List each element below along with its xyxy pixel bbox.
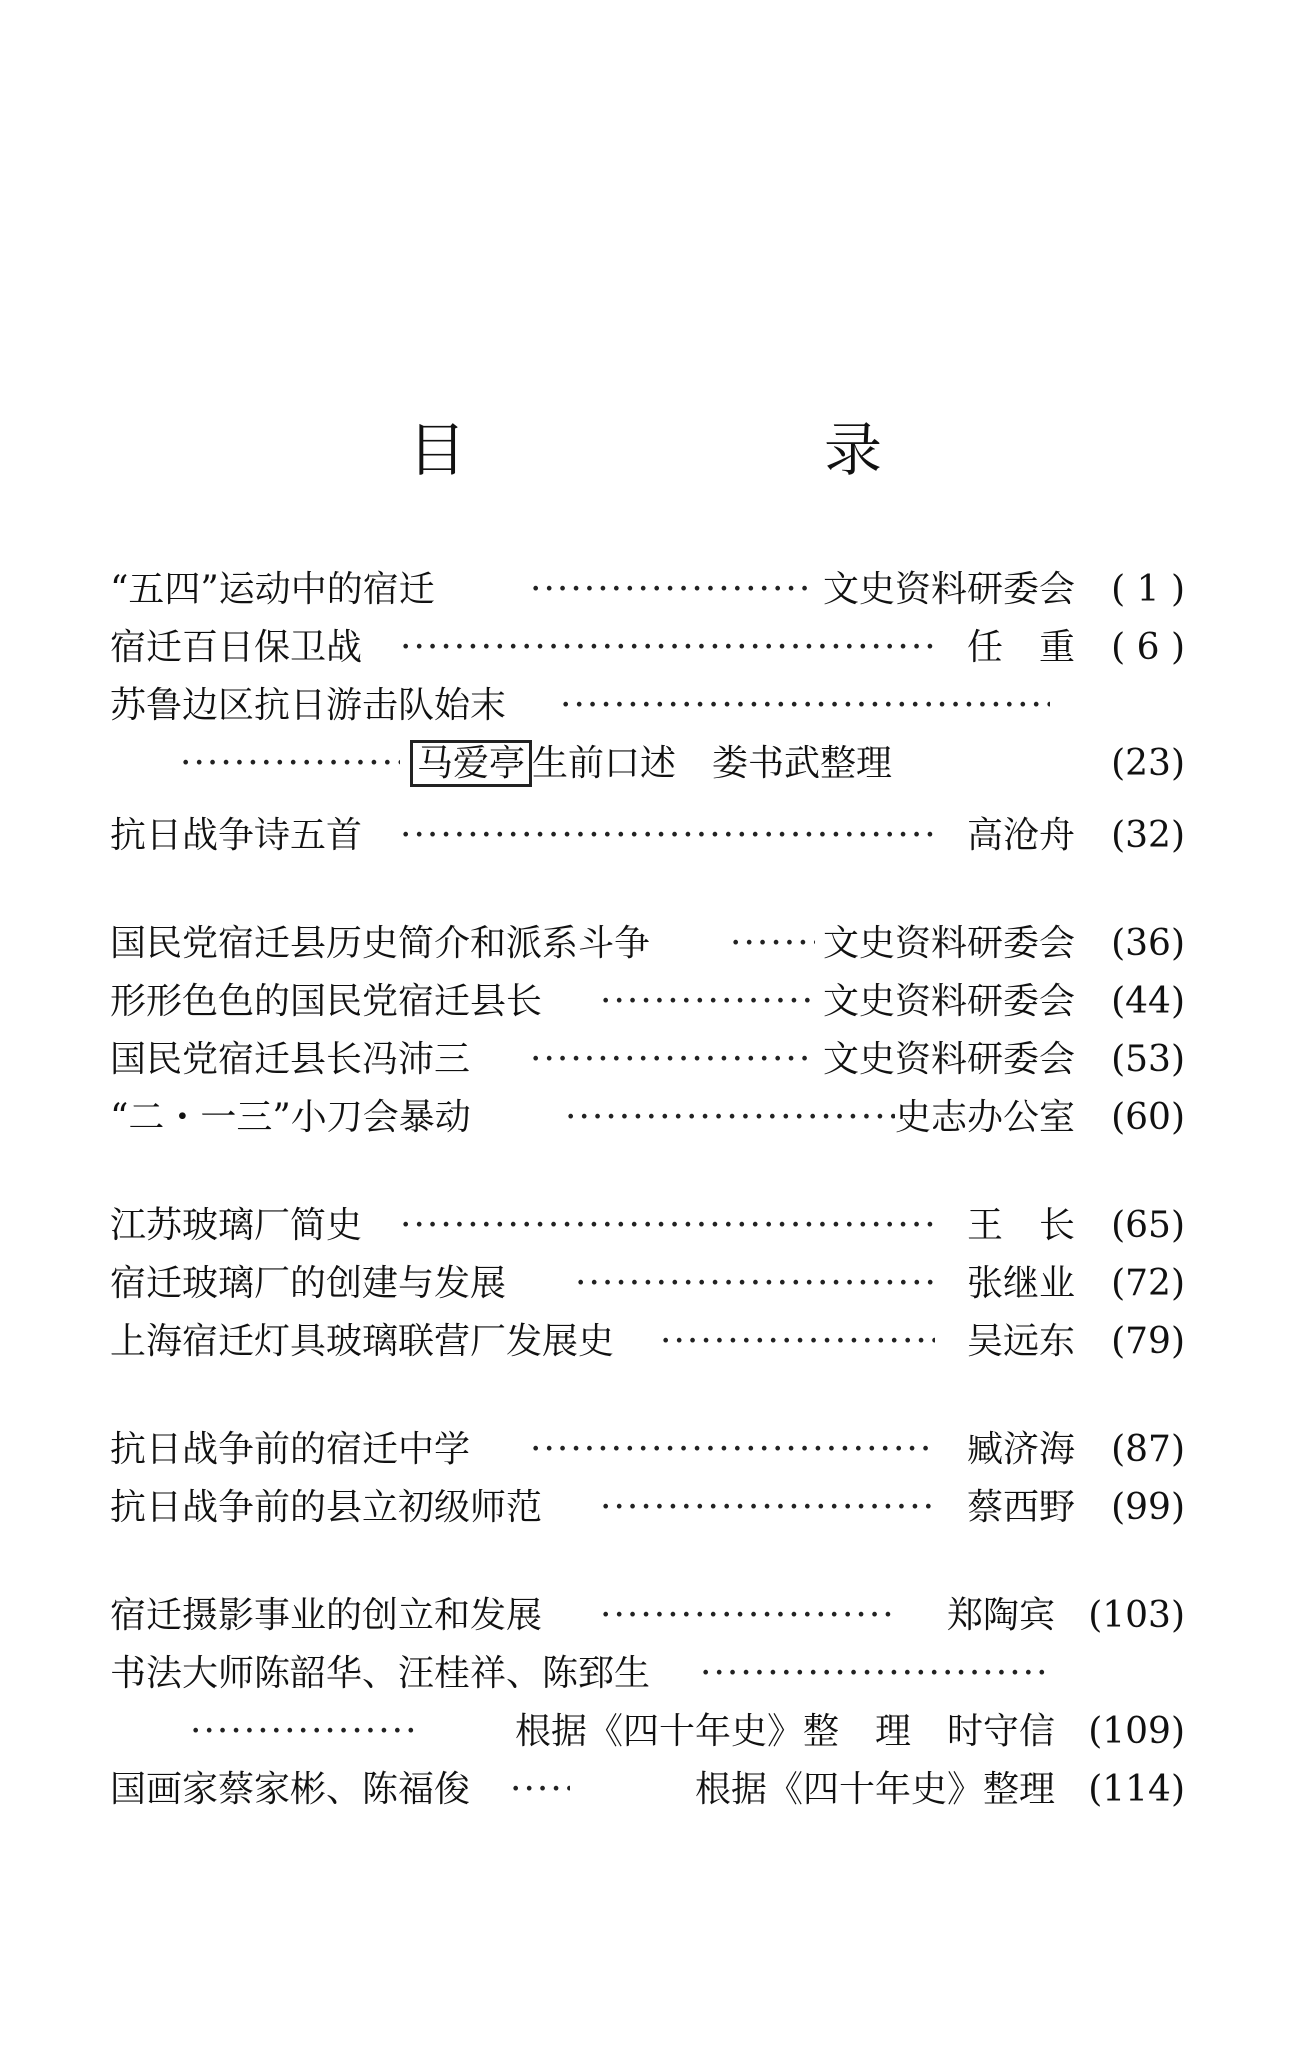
entry-page: (109) xyxy=(1088,1711,1185,1752)
toc-entry xyxy=(110,914,1185,974)
entry-title: 国民党宿迁县历史简介和派系斗争 xyxy=(110,923,651,964)
leader-dots xyxy=(530,1420,935,1480)
entry-page: (103) xyxy=(1088,1595,1185,1636)
leader-dots xyxy=(400,1196,935,1256)
entry-author-line xyxy=(410,734,892,794)
leader-dots xyxy=(600,972,815,1032)
entry-title: “二・一三”小刀会暴动 xyxy=(110,1097,471,1138)
leader-dots xyxy=(565,1088,895,1148)
toc-entry xyxy=(110,1196,1185,1256)
entry-author: 王 长 xyxy=(966,1205,1075,1246)
entry-author: 文史资料研委会 xyxy=(822,1039,1075,1080)
leader-dots xyxy=(560,676,1050,736)
entry-page: (72) xyxy=(1111,1263,1185,1304)
entry-author: 文史资料研委会 xyxy=(822,569,1075,610)
entry-title: 抗日战争前的宿迁中学 xyxy=(110,1429,471,1470)
leader-dots xyxy=(180,734,400,794)
entry-page: (36) xyxy=(1111,923,1185,964)
entry-title: 国画家蔡家彬、陈福俊 xyxy=(110,1769,471,1810)
leader-dots xyxy=(660,1312,935,1372)
entry-author: 吴远东 xyxy=(966,1321,1075,1362)
entry-author: 郑陶宾 xyxy=(946,1595,1055,1636)
leader-dots xyxy=(530,560,815,620)
toc-entry xyxy=(110,1478,1185,1538)
entry-title: “五四”运动中的宿迁 xyxy=(110,569,435,610)
toc-entry xyxy=(110,734,1185,794)
entry-author: 文史资料研委会 xyxy=(822,923,1075,964)
entry-page: (114) xyxy=(1088,1769,1185,1810)
page-title: 目 录 xyxy=(407,416,1032,484)
entry-title: 宿迁玻璃厂的创建与发展 xyxy=(110,1263,507,1304)
entry-page: (65) xyxy=(1111,1205,1185,1246)
entry-author: 蔡西野 xyxy=(966,1487,1075,1528)
entry-author: 任 重 xyxy=(966,627,1075,668)
leader-dots xyxy=(700,1644,1050,1704)
entry-author-boxed: 马爱亭 xyxy=(410,740,532,787)
toc-entry xyxy=(110,1644,1185,1704)
toc-entry xyxy=(110,1702,1185,1762)
entry-title: 江苏玻璃厂简史 xyxy=(110,1205,363,1246)
entry-page: ( 6 ) xyxy=(1111,627,1185,668)
toc-entry xyxy=(110,560,1185,620)
entry-title: 抗日战争诗五首 xyxy=(110,815,363,856)
entry-author: 根据《四十年史》整 理 时守信 xyxy=(514,1711,1055,1752)
entry-page: (23) xyxy=(1111,743,1185,784)
leader-dots xyxy=(400,806,935,866)
entry-title: 书法大师陈韶华、汪桂祥、陈郅生 xyxy=(110,1653,651,1694)
toc-entry xyxy=(110,618,1185,678)
leader-dots xyxy=(400,618,935,678)
leader-dots xyxy=(190,1702,420,1762)
entry-author: 史志办公室 xyxy=(894,1097,1075,1138)
entry-title: 形形色色的国民党宿迁县长 xyxy=(110,981,543,1022)
entry-author: 臧济海 xyxy=(966,1429,1075,1470)
entry-title: 上海宿迁灯具玻璃联营厂发展史 xyxy=(110,1321,615,1362)
entry-page: (87) xyxy=(1111,1429,1185,1470)
entry-author: 生前口述 娄书武整理 xyxy=(532,743,893,784)
entry-author: 根据《四十年史》整理 xyxy=(694,1769,1055,1810)
toc-entry xyxy=(110,1088,1185,1148)
entry-page: (53) xyxy=(1111,1039,1185,1080)
toc-entry xyxy=(110,1254,1185,1314)
entry-author: 文史资料研委会 xyxy=(822,981,1075,1022)
entry-page: (99) xyxy=(1111,1487,1185,1528)
entry-title: 宿迁摄影事业的创立和发展 xyxy=(110,1595,543,1636)
leader-dots xyxy=(600,1586,895,1646)
toc-entry xyxy=(110,1586,1185,1646)
entry-title: 宿迁百日保卫战 xyxy=(110,627,363,668)
leader-dots xyxy=(575,1254,935,1314)
entry-title: 国民党宿迁县长冯沛三 xyxy=(110,1039,471,1080)
entry-title: 苏鲁边区抗日游击队始末 xyxy=(110,685,507,726)
entry-page: (32) xyxy=(1111,815,1185,856)
toc-entry xyxy=(110,1312,1185,1372)
toc-entry xyxy=(110,1760,1185,1820)
leader-dots xyxy=(730,914,815,974)
entry-author: 高沧舟 xyxy=(966,815,1075,856)
toc-entry xyxy=(110,1420,1185,1480)
leader-dots xyxy=(600,1478,935,1538)
leader-dots xyxy=(530,1030,815,1090)
leader-dots xyxy=(510,1760,570,1820)
toc-entry xyxy=(110,1030,1185,1090)
toc-entry xyxy=(110,806,1185,866)
entry-page: ( 1 ) xyxy=(1111,569,1185,610)
entry-page: (60) xyxy=(1111,1097,1185,1138)
entry-title: 抗日战争前的县立初级师范 xyxy=(110,1487,543,1528)
entry-page: (79) xyxy=(1111,1321,1185,1362)
entry-page: (44) xyxy=(1111,981,1185,1022)
toc-entry xyxy=(110,676,1185,736)
entry-author: 张继业 xyxy=(966,1263,1075,1304)
toc-entry xyxy=(110,972,1185,1032)
